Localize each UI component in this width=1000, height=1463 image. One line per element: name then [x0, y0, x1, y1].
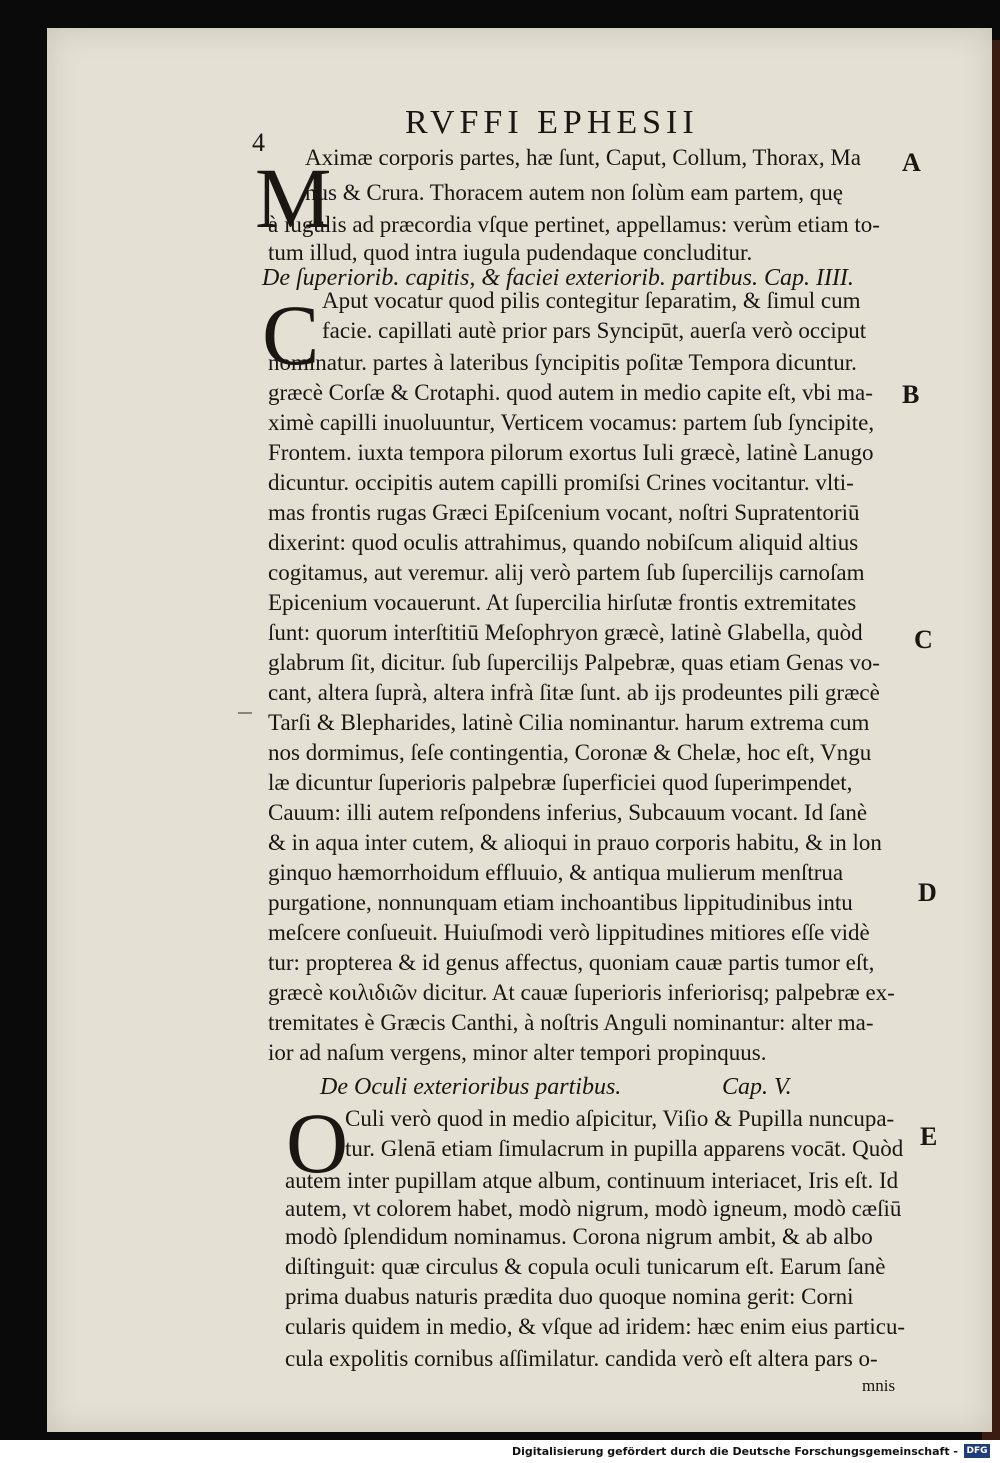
text-line: facie. capillati autè prior pars Syncipūt, auerſa verò occiput — [322, 318, 867, 343]
footer-bar — [0, 1440, 1000, 1463]
footer-credit: Digitalisierung gefördert durch die Deutsche Forschungsgemeinschaft - — [511, 1445, 958, 1458]
text-line: à iugulis ad præcordia vſque pertinet, appellamus: verùm etiam to- — [268, 212, 880, 237]
chapter-heading: De ſuperiorib. capitis, & faciei exteriorib. partibus. Cap. IIII. — [262, 265, 854, 291]
text-line: mas frontis rugas Græci Epiſcenium vocant, noſtri Supratentoriū — [268, 500, 860, 525]
text-line: cularis quidem in medio, & vſque ad iridem: hæc enim eius particu- — [285, 1314, 905, 1339]
text-line: autem, vt colorem habet, modò nigrum, modò igneum, modò cæſiū — [285, 1196, 902, 1221]
page-number: 4 — [252, 128, 265, 157]
margin-letter-e: E — [920, 1122, 938, 1151]
text-line: cula expolitis cornibus aſſimilatur. candida verò eſt altera pars o- — [285, 1346, 878, 1371]
text-line: dicuntur. occipitis autem capilli promiſsi Crines vocitantur. vlti- — [268, 470, 854, 495]
drop-capital-m: M — [255, 150, 332, 246]
text-line: tur. Glenā etiam ſimulacrum in pupilla apparens vocāt. Quòd — [345, 1136, 904, 1161]
text-line: glabrum ſit, dicitur. ſub ſupercilijs Palpebræ, quas etiam Genas vo- — [268, 650, 880, 675]
text-line: prima duabus naturis prædita duo quoque nomina gerit: Corni — [285, 1284, 854, 1309]
text-line: nus & Crura. Thoracem autem non ſolùm eam partem, quę — [305, 180, 844, 205]
margin-letter-c: C — [914, 625, 933, 654]
text-line: Aput vocatur quod pilis contegitur ſeparatim, & ſimul cum — [322, 288, 861, 313]
text-line: cant, altera ſuprà, altera infrà ſitæ ſunt. ab ijs prodeuntes pili græcè — [268, 680, 880, 705]
catchword: mnis — [862, 1376, 896, 1395]
text-line: cogitamus, aut veremur. alij verò partem ſub ſupercilijs carnoſam — [268, 560, 865, 585]
text-line: Aximæ corporis partes, hæ ſunt, Caput, Collum, Thorax, Ma — [305, 145, 861, 170]
text-line: græcè κοιλιδιῶν dicitur. At cauæ ſuperioris inferiorisq; palpebræ ex- — [268, 980, 895, 1005]
text-line: Epicenium vocauerunt. At ſupercilia hirſutæ frontis extremitates — [268, 590, 857, 615]
text-line: ſunt: quorum interſtitiū Meſophryon græcè, latinè Glabella, quòd — [268, 620, 863, 645]
margin-letter-d: D — [918, 878, 937, 907]
drop-capital-o: O — [286, 1095, 349, 1191]
text-line: tur: propterea & id genus affectus, quoniam cauæ partis tumor eſt, — [268, 950, 875, 975]
chapter-heading: De Oculi exterioribus partibus. — [320, 1074, 622, 1100]
text-line: Tarſi & Blepharides, latinè Cilia nominantur. harum extrema cum — [268, 710, 870, 735]
text-line: Frontem. iuxta tempora pilorum exortus Iuli græcè, latinè Lanugo — [268, 440, 874, 465]
margin-letter-a: A — [902, 148, 921, 177]
text-line: græcè Corſæ & Crotaphi. quod autem in medio capite eſt, vbi ma- — [268, 380, 873, 405]
text-line: modò ſplendidum nominamus. Corona nigrum ambit, & ab albo — [285, 1224, 873, 1249]
drop-capital-c: C — [262, 287, 320, 383]
text-line: meſcere conſueuit. Huiuſmodi verò lippitudines mitiores eſſe vidè — [268, 920, 870, 945]
chapter-number: Cap. V. — [722, 1074, 792, 1100]
text-line: læ dicuntur ſuperioris palpebræ ſuperficiei quod ſuperimpendet, — [268, 770, 853, 795]
text-line: dixerint: quod oculis attrahimus, quando nobiſcum aliquid altius — [268, 530, 859, 555]
text-line: nominatur. partes à lateribus ſyncipitis poſitæ Tempora dicuntur. — [268, 350, 857, 375]
text-line: Culi verò quod in medio aſpicitur, Viſio & Pupilla nuncupa- — [345, 1106, 895, 1131]
text-line: tremitates è Græcis Canthi, à noſtris Anguli nominantur: alter ma- — [268, 1010, 874, 1035]
dfg-logo-icon: DFG — [964, 1444, 990, 1458]
text-line: ginquo hæmorrhoidum effluuio, & antiqua mulierum menſtrua — [268, 860, 844, 885]
text-line: autem inter pupillam atque album, continuum interiacet, Iris eſt. Id — [285, 1168, 899, 1193]
text-line: tum illud, quod intra iugula pudendaque concluditur. — [268, 240, 753, 265]
text-line: & in aqua inter cutem, & alioqui in prauo corporis habitu, & in lon — [268, 830, 882, 855]
text-line: purgatione, nonnunquam etiam inchoantibus lippitudinibus intu — [268, 890, 853, 915]
text-line: diſtinguit: quæ circulus & copula oculi tunicarum eſt. Earum ſanè — [285, 1254, 886, 1279]
margin-letter-b: B — [902, 380, 920, 409]
text-line: nos dormimus, ſeſe contingentia, Coronæ & Chelæ, hoc eſt, Vngu — [268, 740, 872, 765]
text-line: ximè capilli inuoluuntur, Verticem vocamus: partem ſub ſyncipite, — [268, 410, 875, 435]
margin-mark — [238, 712, 252, 714]
running-head: RVFFI EPHESII — [405, 104, 699, 141]
text-line: Cauum: illi autem reſpondens inferius, Subcauum vocant. Id ſanè — [268, 800, 868, 825]
text-line: ior ad naſum vergens, minor alter tempori propinquus. — [268, 1040, 767, 1065]
